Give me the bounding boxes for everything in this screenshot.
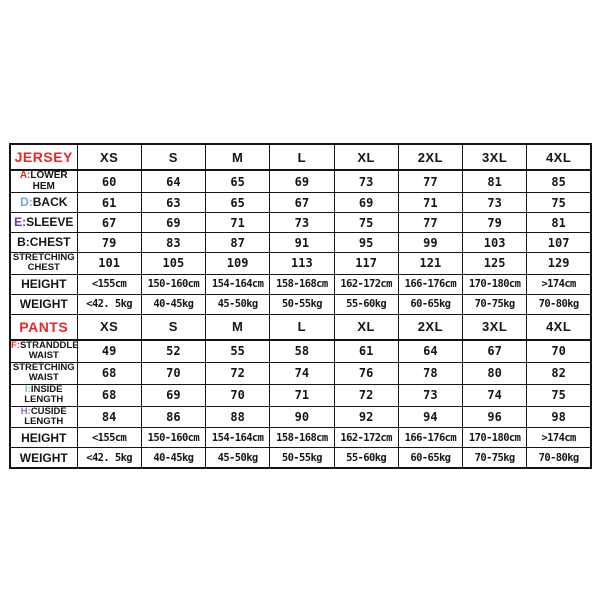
size-value-cell: 64 <box>398 340 462 362</box>
row-label-text: CHEST <box>29 235 71 250</box>
size-value-cell: 71 <box>398 193 462 213</box>
row-label-text: E: <box>14 215 27 230</box>
row-label-line <box>11 432 77 445</box>
row-label-line <box>11 216 77 229</box>
size-value-cell: 61 <box>334 340 398 362</box>
row-label-text: LOWER HEM <box>30 170 68 192</box>
size-value-cell: 49 <box>77 340 141 362</box>
size-value-cell: 68 <box>77 362 141 384</box>
table-row <box>10 428 591 448</box>
row-label-line <box>11 351 77 361</box>
size-value-cell: 72 <box>334 384 398 406</box>
row-label-line <box>11 298 77 311</box>
size-value-cell: 92 <box>334 406 398 428</box>
size-value-cell: 73 <box>334 170 398 193</box>
section-header-row <box>10 314 591 340</box>
row-label <box>10 233 77 253</box>
row-label <box>10 362 77 384</box>
size-value-cell: 105 <box>141 253 205 275</box>
size-value-cell: 95 <box>334 233 398 253</box>
table-row <box>10 193 591 213</box>
size-value-cell: 73 <box>270 213 334 233</box>
size-header: S <box>141 314 205 340</box>
size-value-cell: 74 <box>463 384 527 406</box>
table-row <box>10 384 591 406</box>
size-value-cell: 69 <box>141 384 205 406</box>
size-value-cell: 154-164cm <box>206 274 270 294</box>
size-value-cell: 71 <box>270 384 334 406</box>
size-value-cell: 69 <box>141 213 205 233</box>
size-value-cell: 71 <box>206 213 270 233</box>
size-header: 2XL <box>398 144 462 170</box>
size-chart-body <box>10 144 591 468</box>
size-value-cell: 154-164cm <box>206 428 270 448</box>
row-label-text: CUSIDE <box>30 405 67 417</box>
size-value-cell: 65 <box>206 193 270 213</box>
row-label-text: HEIGHT <box>21 430 67 445</box>
size-value-cell: 50-55kg <box>270 448 334 469</box>
table-row <box>10 362 591 384</box>
size-value-cell: 40-45kg <box>141 294 205 314</box>
table-row <box>10 340 591 362</box>
size-value-cell: 79 <box>77 233 141 253</box>
size-value-cell: 63 <box>141 193 205 213</box>
size-header: S <box>141 144 205 170</box>
row-label-text: D: <box>20 195 33 210</box>
size-value-cell: 94 <box>398 406 462 428</box>
row-label-text: WEIGHT <box>19 450 68 465</box>
size-header: XS <box>77 314 141 340</box>
size-value-cell: 58 <box>270 340 334 362</box>
row-label <box>10 294 77 314</box>
row-label-text: STRETCHING <box>12 252 75 263</box>
size-value-cell: 50-55kg <box>270 294 334 314</box>
size-value-cell: 70 <box>206 384 270 406</box>
size-chart-table <box>9 143 592 469</box>
size-value-cell: 81 <box>527 213 591 233</box>
size-value-cell: 45-50kg <box>206 294 270 314</box>
size-value-cell: 129 <box>527 253 591 275</box>
size-value-cell: 75 <box>527 193 591 213</box>
size-value-cell: 158-168cm <box>270 274 334 294</box>
size-value-cell: 52 <box>141 340 205 362</box>
section-title-jersey: JERSEY <box>10 144 77 170</box>
table-row <box>10 170 591 193</box>
row-label-line <box>11 263 77 273</box>
size-value-cell: >174cm <box>527 274 591 294</box>
size-value-cell: 60 <box>77 170 141 193</box>
size-value-cell: 88 <box>206 406 270 428</box>
size-header: M <box>206 314 270 340</box>
size-value-cell: 75 <box>334 213 398 233</box>
size-value-cell: 99 <box>398 233 462 253</box>
size-value-cell: 162-172cm <box>334 274 398 294</box>
table-row <box>10 253 591 275</box>
size-value-cell: 83 <box>141 233 205 253</box>
table-row <box>10 448 591 469</box>
table-row <box>10 274 591 294</box>
size-value-cell: <42. 5kg <box>77 448 141 469</box>
size-value-cell: 158-168cm <box>270 428 334 448</box>
size-header: XL <box>334 314 398 340</box>
row-label <box>10 406 77 428</box>
row-label-text: STRETCHING <box>12 361 75 373</box>
row-label <box>10 340 77 362</box>
size-value-cell: <155cm <box>77 428 141 448</box>
size-value-cell: 67 <box>463 340 527 362</box>
size-header: 3XL <box>463 314 527 340</box>
table-row <box>10 294 591 314</box>
row-label-line <box>11 278 77 291</box>
row-label <box>10 448 77 469</box>
size-value-cell: 70-80kg <box>527 294 591 314</box>
row-label-text: A: <box>19 170 31 181</box>
row-label-line <box>11 417 77 427</box>
size-value-cell: 61 <box>77 193 141 213</box>
size-value-cell: 150-160cm <box>141 428 205 448</box>
section-header-row <box>10 144 591 170</box>
size-value-cell: 69 <box>270 170 334 193</box>
size-value-cell: 125 <box>463 253 527 275</box>
row-label <box>10 274 77 294</box>
size-value-cell: 121 <box>398 253 462 275</box>
size-value-cell: 70 <box>141 362 205 384</box>
table-row <box>10 233 591 253</box>
size-value-cell: 70-80kg <box>527 448 591 469</box>
size-value-cell: 40-45kg <box>141 448 205 469</box>
row-label-text: H: <box>20 405 31 417</box>
row-label-text: LENGTH <box>24 415 64 427</box>
size-value-cell: 162-172cm <box>334 428 398 448</box>
row-label-line <box>11 196 77 209</box>
size-value-cell: 87 <box>206 233 270 253</box>
size-header: L <box>270 144 334 170</box>
row-label-text: HEIGHT <box>21 277 67 292</box>
row-label-line <box>11 171 77 192</box>
size-header: L <box>270 314 334 340</box>
row-label-text: BACK <box>32 195 68 210</box>
size-value-cell: 64 <box>141 170 205 193</box>
size-value-cell: 91 <box>270 233 334 253</box>
row-label-line <box>11 395 77 405</box>
size-header: 2XL <box>398 314 462 340</box>
size-value-cell: 69 <box>334 193 398 213</box>
row-label <box>10 213 77 233</box>
size-value-cell: 75 <box>527 384 591 406</box>
size-value-cell: >174cm <box>527 428 591 448</box>
size-value-cell: 113 <box>270 253 334 275</box>
size-value-cell: 65 <box>206 170 270 193</box>
section-title-pants: PANTS <box>10 314 77 340</box>
size-value-cell: 170-180cm <box>463 428 527 448</box>
size-value-cell: 73 <box>398 384 462 406</box>
size-value-cell: 68 <box>77 384 141 406</box>
size-value-cell: 81 <box>463 170 527 193</box>
size-value-cell: 76 <box>334 362 398 384</box>
size-value-cell: 98 <box>527 406 591 428</box>
size-value-cell: 109 <box>206 253 270 275</box>
size-header: 4XL <box>527 314 591 340</box>
size-header: 4XL <box>527 144 591 170</box>
table-row <box>10 406 591 428</box>
size-value-cell: 77 <box>398 213 462 233</box>
size-value-cell: 107 <box>527 233 591 253</box>
size-value-cell: <42. 5kg <box>77 294 141 314</box>
size-header: XS <box>77 144 141 170</box>
row-label-text: F: <box>11 339 20 351</box>
size-value-cell: 70-75kg <box>463 294 527 314</box>
size-value-cell: 70 <box>527 340 591 362</box>
size-value-cell: 67 <box>270 193 334 213</box>
size-value-cell: 67 <box>77 213 141 233</box>
size-value-cell: 55-60kg <box>334 448 398 469</box>
size-value-cell: 117 <box>334 253 398 275</box>
row-label-text: WAIST <box>28 350 59 362</box>
row-label <box>10 170 77 193</box>
row-label-text: SLEEVE <box>26 215 74 230</box>
size-value-cell: 70-75kg <box>463 448 527 469</box>
size-value-cell: 80 <box>463 362 527 384</box>
table-row <box>10 213 591 233</box>
size-value-cell: 82 <box>527 362 591 384</box>
size-value-cell: 77 <box>398 170 462 193</box>
size-value-cell: 79 <box>463 213 527 233</box>
row-label-text: WAIST <box>28 372 59 384</box>
row-label-line <box>11 373 77 383</box>
size-value-cell: 85 <box>527 170 591 193</box>
row-label-text: B: <box>17 235 30 250</box>
row-label-text: I: <box>25 383 31 395</box>
size-value-cell: 78 <box>398 362 462 384</box>
size-value-cell: 166-176cm <box>398 428 462 448</box>
size-value-cell: 45-50kg <box>206 448 270 469</box>
row-label-line <box>11 236 77 249</box>
size-header: 3XL <box>463 144 527 170</box>
size-value-cell: 96 <box>463 406 527 428</box>
row-label-text: CHEST <box>27 262 60 274</box>
size-value-cell: 55 <box>206 340 270 362</box>
size-value-cell: 90 <box>270 406 334 428</box>
row-label <box>10 428 77 448</box>
size-value-cell: 86 <box>141 406 205 428</box>
size-value-cell: 101 <box>77 253 141 275</box>
size-value-cell: 170-180cm <box>463 274 527 294</box>
size-value-cell: 60-65kg <box>398 448 462 469</box>
size-value-cell: 150-160cm <box>141 274 205 294</box>
size-header: M <box>206 144 270 170</box>
size-value-cell: 84 <box>77 406 141 428</box>
row-label-text: STRANDDLE <box>19 339 79 351</box>
size-header: XL <box>334 144 398 170</box>
size-value-cell: 60-65kg <box>398 294 462 314</box>
row-label <box>10 384 77 406</box>
row-label <box>10 193 77 213</box>
size-value-cell: 73 <box>463 193 527 213</box>
size-value-cell: 74 <box>270 362 334 384</box>
size-value-cell: 103 <box>463 233 527 253</box>
size-value-cell: 166-176cm <box>398 274 462 294</box>
size-value-cell: 72 <box>206 362 270 384</box>
row-label-line <box>11 452 77 465</box>
row-label <box>10 253 77 275</box>
size-value-cell: 55-60kg <box>334 294 398 314</box>
row-label-text: LENGTH <box>24 394 64 406</box>
row-label-text: INSIDE <box>30 383 63 395</box>
size-value-cell: <155cm <box>77 274 141 294</box>
row-label-text: WEIGHT <box>19 297 68 312</box>
